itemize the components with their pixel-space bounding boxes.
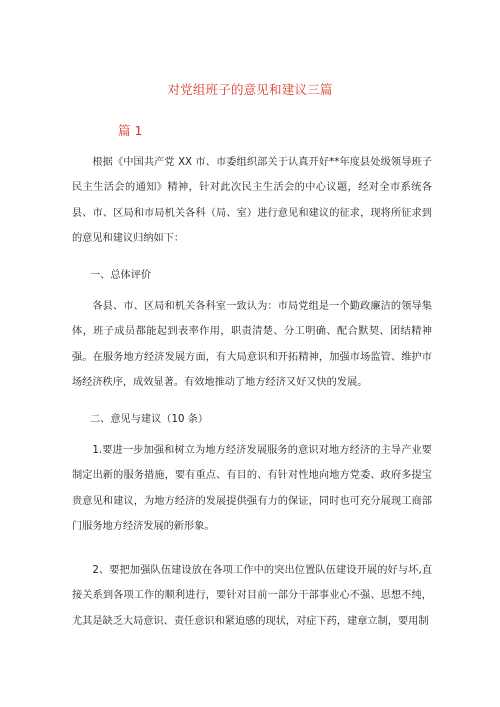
- paragraph-intro: 根据《中国共产党 XX 市、市委组织部关于认真开好**年度县处级领导班子民主生活会的通知》精神，针对此次民主生活会的中心议题，经对全市系统各县、市、区局和市局机关各科（局、室）进行意见和建议的征求，现将所征求到的意见和建议归纳如下：: [72, 157, 432, 244]
- paragraph-evaluation: 各县、市、区局和机关各科室一致认为：市局党组是一个勤政廉洁的领导集体，班子成员都能起到表率作用，职责清楚、分工明确、配合默契、团结精神强。在服务地方经济发展方面，有大局意识和开拓精神，加强市场监管、维护市场经济秩序，成效显著。有效地推动了地方经济又好又快的发展。: [72, 301, 432, 388]
- heading-opinions-suggestions: 二、意见与建议（10 条）: [90, 414, 209, 425]
- paragraph-suggestion-1: 1.要进一步加强和树立为地方经济发展服务的意识对地方经济的主导产业要制定出新的服务措施，要有重点、有目的、有针对性地向地方党委、政府多提宝贵意见和建议，为地方经济的发展提供强有力的保证，同时也可充分展现工商部门服务地方经济发展的新形象。: [72, 445, 432, 532]
- section-heading: 篇 1: [118, 123, 143, 138]
- document-title: 对党组班子的意见和建议三篇: [167, 82, 333, 97]
- heading-overall-evaluation: 一、总体评价: [90, 270, 152, 281]
- paragraph-suggestion-2: 2、要把加强队伍建设放在各项工作中的突出位置队伍建设开展的好与坏,直接关系到各项工作的顺利进行，要针对目前一部分干部事业心不强、思想不纯，尤其是缺乏大局意识、责任意识和紧迫感的现状，对症下药，建章立制，要用制: [72, 565, 432, 627]
